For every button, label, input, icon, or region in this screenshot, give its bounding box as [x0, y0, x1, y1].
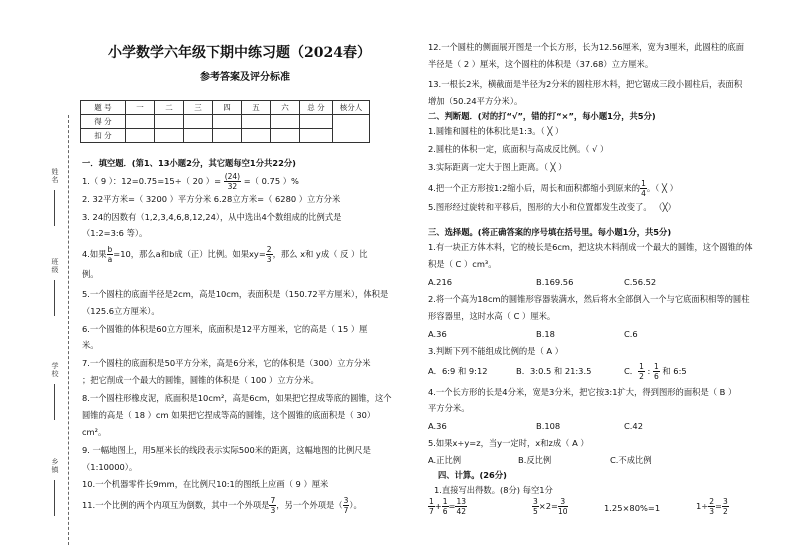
question-3-cont: （1:2=3:6 等）。 — [82, 228, 148, 238]
section-calc-title: 四、计算。(26分) — [438, 470, 507, 480]
choice-2: 2.将一个高为18cm的圆锥形容器装满水，然后将水全部倒入一个与它底面积相等的圆柱 — [428, 294, 750, 304]
choice-4-cont: 平方分米。 — [428, 403, 470, 413]
choice-4-option-b: B.108 — [536, 421, 561, 431]
question-12: 12.一个圆柱的侧面展开图是一个长方形，长为12.56厘米，宽为3厘米，此圆柱的底面 — [428, 42, 745, 52]
question-5: 5.一个圆柱的底面半径是2cm，高是10cm，表面积是（150.72平方厘米），体积是 — [82, 289, 389, 299]
choice-2-option-c: C.6 — [624, 329, 638, 339]
choice-5-option-a: A.正比例 — [428, 455, 462, 465]
choice-2-option-b: B.18 — [536, 329, 555, 339]
choice-1-option-b: B.169.56 — [536, 277, 574, 287]
question-9: 9. 一幅地图上，用5厘米长的线段表示实际500米的距离，这幅地图的比例尺是 — [82, 445, 371, 455]
score-row-label: 得 分 — [81, 115, 126, 129]
question-8: 8.一个圆柱形橡皮泥，底面积是10cm²，高是6cm，如果把它捏成等底的圆锥，这个 — [82, 393, 392, 403]
section-true-false-title: 二、判断题．(对的打“√”，错的打“×”，每小题1分，共5分) — [428, 111, 656, 121]
choice-1-option-c: C.56.52 — [624, 277, 657, 287]
question-8-cont: cm²。 — [82, 427, 107, 437]
score-header-cell: 核分人 — [333, 101, 370, 115]
calc-expr-2: $\frac{3}{5}$ ×2= $\frac{3}{10}$ — [533, 497, 568, 516]
right-column — [428, 0, 792, 549]
choice-3-option-b: B．3:0.5 和 21:3.5 — [516, 366, 592, 376]
fraction: $\frac{3}{7}$ — [343, 496, 349, 515]
question-2: 2. 32平方米=（ 3200 ）平方分米 6.28立方米=（ 6280 ）立方分米 — [82, 194, 341, 204]
score-header-cell: 六 — [271, 101, 300, 115]
margin-field-line — [54, 190, 55, 226]
score-header-cell: 三 — [184, 101, 213, 115]
margin-label-class: 班级 — [51, 258, 59, 274]
fraction: $\frac{b}{a}$ — [107, 245, 113, 264]
choice-2-option-a: A.36 — [428, 329, 447, 339]
section-choice-title: 三、选择题。(将正确答案的序号填在括号里。每小题1分，共5分) — [428, 227, 672, 237]
fraction: $\frac{7}{3}$ — [270, 496, 276, 515]
choice-5: 5.如果x÷y=z，当y一定时，x和z成（ A ） — [428, 438, 589, 448]
calc-expr-1: $\frac{1}{7}$ + $\frac{1}{6}$ = $\frac{13}{42}$ — [429, 497, 467, 516]
margin-field-line — [54, 280, 55, 316]
choice-5-option-c: C.不成比例 — [610, 455, 652, 465]
left-column — [82, 0, 412, 549]
binding-dash-line — [68, 115, 69, 545]
fraction: $\frac{1}{6}$ — [653, 362, 659, 381]
section-fill-in-title: 一．填空题．(第1、13小题2分，其它题每空1分共22分) — [82, 158, 296, 168]
score-header-cell: 一 — [126, 101, 155, 115]
choice-3-option-a: A．6:9 和 9:12 — [428, 366, 488, 376]
score-header-cell: 题 号 — [81, 101, 126, 115]
page-title: 小学数学六年级下期中练习题（2024春） — [108, 45, 371, 61]
score-header-cell: 五 — [242, 101, 271, 115]
score-row-label: 扣 分 — [81, 129, 126, 143]
fraction: $\frac{2}{3}$ — [266, 245, 272, 264]
fraction: $\frac{1}{4}$ — [641, 179, 646, 198]
judge-4: 4.把一个正方形按1:2缩小后，周长和面积都缩小到原来的 $\frac{1}{4}$ 。（ ╳ ） — [428, 179, 678, 198]
question-13: 13.一根长2米，横截面是半径为2分米的圆柱形木料，把它锯成三段小圆柱后，表面积 — [428, 79, 743, 89]
margin-field-line — [54, 384, 55, 420]
score-header-cell: 四 — [213, 101, 242, 115]
margin-field-line — [54, 480, 55, 516]
choice-1: 1.有一块正方体木料，它的棱长是6cm，把这块木料削成一个最大的圆锥，这个圆锥的体 — [428, 242, 753, 252]
choice-4-option-c: C.42 — [624, 421, 643, 431]
choice-1-option-a: A.216 — [428, 277, 453, 287]
choice-4-option-a: A.36 — [428, 421, 447, 431]
question-11: 11.一个比例的两个内项互为倒数，其中一个外项是 $\frac{7}{3}$ ，另一个外项是（ $\frac{3}{7}$ ）。 — [82, 496, 362, 515]
choice-3: 3.判断下列不能组成比例的是（ A ） — [428, 346, 564, 356]
question-6: 6.一个圆锥的体积是60立方厘米，底面积是12平方厘米，它的高是（ 15 ）厘 — [82, 324, 368, 334]
margin-label-town: 乡镇 — [51, 458, 59, 474]
calc-expr-3: 1.25×80%=1 — [604, 503, 661, 513]
margin-label-name: 姓名 — [51, 168, 59, 184]
score-header-cell: 二 — [155, 101, 184, 115]
question-4-cont: 例。 — [82, 269, 99, 279]
judge-3: 3.实际距离一定大于图上距离。（ ╳ ） — [428, 162, 567, 172]
margin-label-school: 学校 — [51, 362, 59, 378]
judge-1: 1.圆锥和圆柱的体积比是1:3。（ ╳ ） — [428, 126, 564, 136]
question-6-cont: 米。 — [82, 340, 99, 350]
question-3: 3. 24的因数有（1,2,3,4,6,8,12,24），从中选出4个数组成的比例式是 — [82, 212, 342, 222]
choice-1-cont: 积是（ C ）cm³。 — [428, 259, 497, 269]
question-7: 7.一个圆柱的底面积是50平方分米，高是6分米，它的体积是（300）立方分米 — [82, 358, 371, 368]
score-header-cell: 总 分 — [300, 101, 333, 115]
question-10: 10.一个机器零件长9mm，在比例尺10:1的图纸上应画（ 9 ）厘米 — [82, 479, 329, 489]
question-13-cont: 增加（50.24平方分米）。 — [428, 96, 523, 106]
fraction: $\frac{1}{2}$ — [639, 362, 644, 381]
question-1: 1.（ 9 ）：12=0.75=15÷（ 20 ）= $\frac{(24)}{32}$ =（ 0.75 ）% — [82, 172, 299, 191]
choice-2-cont: 形容器里，这时水高（ C ）厘米。 — [428, 311, 556, 321]
fraction: $\frac{(24)}{32}$ — [224, 172, 241, 191]
calc-instruction: 1.直接写出得数。(8分) 每空1分 — [434, 485, 553, 495]
question-8-cont: 圆锥的高是（ 18 ）cm 如果把它捏成等高的圆锥，这个圆锥的底面积是（ 30） — [82, 410, 376, 420]
question-4: 4.如果 $\frac{b}{a}$ =10，那么a和b成（正）比例。如果xy= $\frac{2}{3}$ ，那么 x和 y成（ 反 ）比 — [82, 245, 368, 264]
page-subtitle: 参考答案及评分标准 — [200, 72, 290, 83]
judge-5: 5.图形经过旋转和平移后，图形的大小和位置都发生改变了。 （╳） — [428, 202, 676, 212]
choice-3-option-c: C． $\frac{1}{2}$ : $\frac{1}{6}$ 和 6:5 — [624, 362, 687, 381]
question-5-cont: （125.6立方厘米）。 — [82, 306, 160, 316]
choice-5-option-b: B.反比例 — [518, 455, 552, 465]
calc-expr-4: 1÷ $\frac{2}{3}$ = $\frac{3}{2}$ — [696, 497, 728, 516]
question-9-cont: （1:10000）。 — [82, 462, 138, 472]
question-7-cont: ；把它削成一个最大的圆锥，圆锥的体积是（ 100 ）立方分米。 — [82, 375, 319, 385]
choice-4: 4.一个长方形的长是4分米，宽是3分米，把它按3:1扩大，得到图形的面积是（ B ） — [428, 387, 737, 397]
judge-2: 2.圆柱的体积一定，底面积与高成反比例。（ √ ） — [428, 144, 609, 154]
question-12-cont: 半径是（ 2 ）厘米，这个圆柱的体积是（37.68）立方厘米。 — [428, 59, 654, 69]
